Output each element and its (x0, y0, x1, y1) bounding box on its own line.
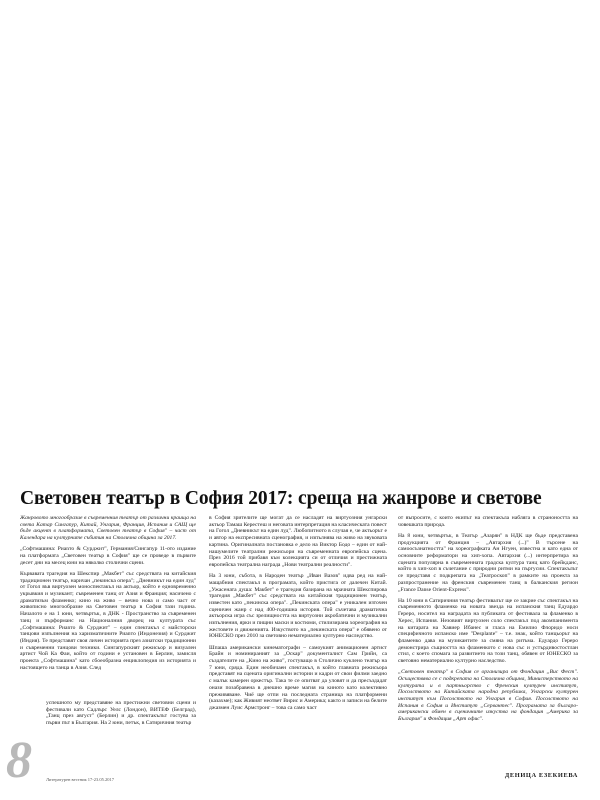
article-column-3 (398, 515, 578, 785)
article-lead: Жанровото многообразие в съвременния театър от различни краища на света Катар Сингапур, Китай, Унгария, Франция, Испания и САЩ ще бъде акцент в платформата, Световен театър в София" – част от Календара на културните събития на Столична община за 2017. (20, 515, 196, 542)
article-column-2 (209, 515, 387, 785)
article-column-1-continued: успешното му представяне на престижни световни сцени и фестивали като Садлърс Уелс (Лондон), ВИТЕФ (Белград), „Танц през август" (Берлин) и др. спектакълът гостува за първи път в България. На 2 юни, петък, в Сатиричния театър (46, 700, 196, 727)
issue-info: Литературен вестник 17-23.05.2017 (46, 777, 115, 782)
article-paragraph: „Софтмашина: Риanто & Суpджит", Германия/Сингапур 11-ото издание на платформата „Световен театър в София" ще се проведе в първите десет дни на месец юни на няколко столични сцени. (20, 546, 196, 566)
article-paragraph: На 3 юни, събота, в Народен театър „Иван Вазов" идва ред на най-мащабния спектакъл в програмата, който пристига от далечен Китай. „Ужасената душа: Макбет" е трагедия базирана на мрачната Шекспирова трагедия „Макбет" със средствата на китайския традиционен театър, известен като „пекинска опера". „Пекинската опера" е уникален източен сценичен жанр с над 400-годишна история. Той съчетава драматична актьорска игра със зрелищността на виртуозни акробатични и музикални изпълнения, ярки и пищни маски и костюми, стилизирана хореография на жестовете и движенията. Изкуството на „пекинската опера" е обявено от ЮНЕСКО през 2010 за световно нематериално културно наследство. (209, 573, 387, 640)
author-byline: ДЕНИЦА ЕЗЕКИЕВА (504, 772, 578, 779)
article-paragraph: Шпаша американски кинематографи – самоукият анимационен артист Брайн и номинираният за „Оскар" документалист Сам Грийн, са създателите на „Кино на живо", гостуващо в Столично кукленo театър на 7 юни, сряда. Един необичаен спектакъл, в който главната режисьора представят на сцената оригинални истории и кадри от свои филми заедно с малък камерен оркестър. Така те се опитват да уловят и да пресъздадат онази позабравена в днешно време магия на киното като колективно преживяване. Чиё ще отпи на последната страница на платформени (казахме); как Живият неответ Вирис и Америка; както и записи на белите джазмен Луис Армстронг – това са само част (209, 644, 387, 711)
article-paragraph: от въпросите, с които екипът на спектакъла набляга в страноността на човешката природа. (398, 515, 578, 528)
article-paragraph: Кървавата трагедия на Шекспир „Макбет" със средствата на китайския традиционен театър, наричан „пекинска опера"; „Дневникът на един луд" от Гогол във виртуозен моноспектакъл на актьор, който е едновременно укрывкия и музикант; съвременен танц от Азия и Франция; насичено с драматизъм фламенко; кино на живо – вечно нова и само част от живописно многообразие на Световен театър в София тази година. Началото е на 1 юни, четвъртък, в ДНК - Пространство за съвременен танц и пърформанс на Националния дворец на културата със „Софтмашина: Риanто & Суpджит" – един спектакъл с майсторски танцови изпълнения на харизматичните Риanто (Индонезия) и Суpджит (Индия). Те представят своя личен историята през азиатски традиционни и съвременни танцови техники. Сингапурският режисьор и визуален артист Чой Ка Фаи, който от години е установен в Берлин, замисля проекта „Софтмашина" като сбоеобразна енциклопедия из историята и настоящето на танца в Азия. След (20, 570, 196, 671)
article-paragraph: в София зрителите ще могат да се насладят на виртуозния унгарски актьор Тамаш Керестеш и неговата интерпретация на класическата повест на Гогол „Дневникът на един луд". Любопитното в случая е, че актьорът е и автор на експресивната сценография, и изпълнява на живо на звуковата картина. Оригиналната постановка е дело на Виктор Бодо – един от най-нашумелите театрални режисьори на съвременната европейска сцена. През 2016 той прибавя към колекцията си от отличия и престижната европейска театрална награда „Нови театрални реалности". (209, 515, 387, 568)
article-paragraph: На 8 юни, четвъртък, в Театър „Азарян" в НДК ще бъде представена продукцията от Франция – „Автархия (...)" В търсене на самоосъзнатността" на хореографката Ан Нгуен, известна и като една от основните реформатори на хип-хопа. Автархия (...) интерпретира на сцената популярна в съвременната градска култура танц като брейкданс, който в хип-хоп в съчетание с природни ритми на пъргусии. Спектакълът се представя с подкрепата на „Театроскоп" в рамките на проекта за разпространение на френския съвременен танц в балканския регион „France Danse Orient-Express". (398, 532, 578, 593)
page-number: 8 (6, 732, 32, 789)
article-credits: „Световен театър" в София се организира от Фондация „Вис Фест". Осъществява се с подкрепата на Столична община, Министерството на културата и в партньорство с Френския културен институт, Посолството на Китайската народна република, Унгарски културен институт към Посолството на Унгария в София. Посолството на Испания в София и Институт „Сервантес". Програмата за българо-американски обмен в сценичните изкуства на фондация „Америка за България" и Фондация „Арт офис". (398, 669, 578, 723)
article-headline: Световен театър в София 2017: среща на жанрове и светове (20, 488, 542, 509)
article-paragraph: На 10 юни в Сатиричния театър фестивалът ще се закрие със спектакъл на съвременното фламенко на новата звезда на испанския танц Едуардо Гереро, носител на наградата на публиката от фестивала за фламенко в Херес, Испания. Незовият виртуозен соло спектакъл под акомпанимента на китарата на Хавиер Ибанес и гласа на Емилио Флоридо носи специфичното испанско име "Desplante" – т.е. знак, който танцьорът на фламенко дава на музикантите за смяна на ритъма. Едуардо Гереро демонстрира същността на фламенкото с нова със и устърдивостостлан стил, с което спомага за развитието на този танц, обявен от ЮНЕСКО за световно нематериално културно наследство. (398, 597, 578, 665)
